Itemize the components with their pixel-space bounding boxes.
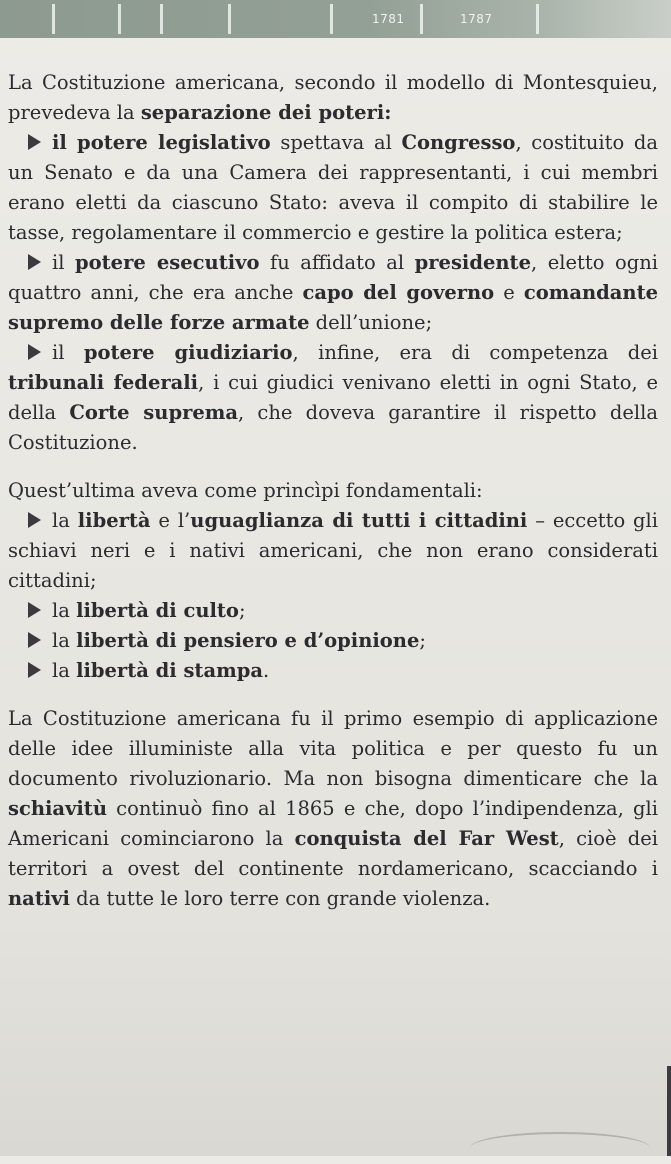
press-bold: libertà di stampa [76, 659, 263, 682]
bullet-arrow-icon [28, 512, 41, 528]
executive-text-3: , eletto ogni quattro anni, che era anche [8, 251, 658, 304]
timeline-tick [330, 4, 333, 34]
intro-bold: separazione dei poteri: [140, 101, 392, 124]
executive-text: il [52, 251, 76, 274]
thought-text: la [52, 629, 77, 652]
judiciary-bold: potere giudiziario [83, 341, 293, 364]
slavery-bold: schiavitù [8, 797, 107, 820]
bullet-arrow-icon [28, 254, 41, 270]
timeline-tick [420, 4, 423, 34]
liberty-bold: libertà [77, 509, 151, 532]
bullet-legislative [8, 128, 658, 248]
executive-text-4: e [494, 281, 524, 304]
far-west-bold: conquista del Far West [294, 827, 559, 850]
commander-bold: comandante supremo delle forze armate [8, 281, 659, 334]
timeline-tick [228, 4, 231, 34]
timeline-tick [52, 4, 55, 34]
intro-paragraph [8, 68, 658, 128]
bullet-arrow-icon [28, 602, 41, 618]
bullet-equality [8, 506, 658, 596]
conclusion-text-2: continuò fino al 1865 e che, dopo l’indipendenza, gli Americani cominciarono la [8, 797, 658, 850]
judiciary-text-4: , che doveva garantire il rispetto della Costituzione. [8, 401, 658, 454]
bullet-judiciary [8, 338, 658, 458]
timeline-tick [118, 4, 121, 34]
conclusion-text: La Costituzione americana fu il primo esempio di applicazione delle idee illuministe alla vita politica e per questo fu un documento rivoluzionario. Ma non bisogna dimenticare che la [8, 707, 658, 790]
timeline-year-1787: 1787 [460, 12, 493, 26]
supreme-court-bold: Corte suprema [69, 401, 239, 424]
equality-text-2: e l’ [150, 509, 191, 532]
press-text: la [52, 659, 77, 682]
timeline-year-1781: 1781 [372, 12, 405, 26]
thought-bold: libertà di pensiero e d’opinione [76, 629, 420, 652]
federal-courts-bold: tribunali federali [8, 371, 199, 394]
equality-text: la [52, 509, 78, 532]
equality-bold: uguaglianza di tutti i cittadini [190, 509, 528, 532]
timeline-strip [0, 0, 671, 38]
legislative-text-2: , costituito da un Senato e da una Camera dei rappresentanti, i cui membri erano eletti da ciascuno Stato: aveva il compito di stabilire le tasse, regolamentare il commercio e gestire la politica estera; [8, 131, 658, 244]
press-text-2: . [262, 659, 270, 682]
executive-bold: potere esecutivo [75, 251, 260, 274]
worship-bold: libertà di culto [76, 599, 239, 622]
worship-text-2: ; [238, 599, 246, 622]
bullet-arrow-icon [28, 632, 41, 648]
judiciary-text-3: , i cui giudici venivano eletti in ogni Stato, e della [8, 371, 658, 424]
intro-text: La Costituzione americana, secondo il modello di Montesquieu, prevedeva la [8, 71, 658, 124]
equality-text-3: – eccetto gli schiavi neri e i nativi americani, che non erano considerati cittadini; [8, 509, 659, 592]
bullet-press [8, 656, 658, 686]
bullet-worship [8, 596, 658, 626]
conclusion-text-4: da tutte le loro terre con grande violenza. [69, 887, 491, 910]
bullet-thought [8, 626, 658, 656]
page-text [8, 68, 658, 914]
legislative-text: spettava al [270, 131, 402, 154]
bullet-arrow-icon [28, 662, 41, 678]
conclusion-paragraph [8, 704, 658, 914]
timeline-tick [160, 4, 163, 34]
thought-text-2: ; [419, 629, 426, 652]
bullet-arrow-icon [28, 344, 41, 360]
president-bold: presidente [414, 251, 531, 274]
conclusion-text-3: , cioè dei territori a ovest del continente nordamericano, scacciando i [8, 827, 659, 880]
head-of-government-bold: capo del governo [302, 281, 495, 304]
natives-bold: nativi [8, 887, 70, 910]
congress-bold: Congresso [401, 131, 516, 154]
principles-intro: Quest’ultima aveva come princìpi fondamentali: [8, 479, 483, 502]
executive-text-5: dell’unione; [309, 311, 433, 334]
page-edge [667, 1066, 671, 1156]
judiciary-text: il [52, 341, 84, 364]
legislative-bold: il potere legislativo [52, 131, 271, 154]
bullet-arrow-icon [28, 134, 41, 150]
executive-text-2: fu affidato al [259, 251, 415, 274]
bullet-executive [8, 248, 658, 338]
page-curl [470, 1132, 650, 1164]
worship-text: la [52, 599, 77, 622]
timeline-tick [536, 4, 539, 34]
judiciary-text-2: , infine, era di competenza dei [292, 341, 659, 364]
